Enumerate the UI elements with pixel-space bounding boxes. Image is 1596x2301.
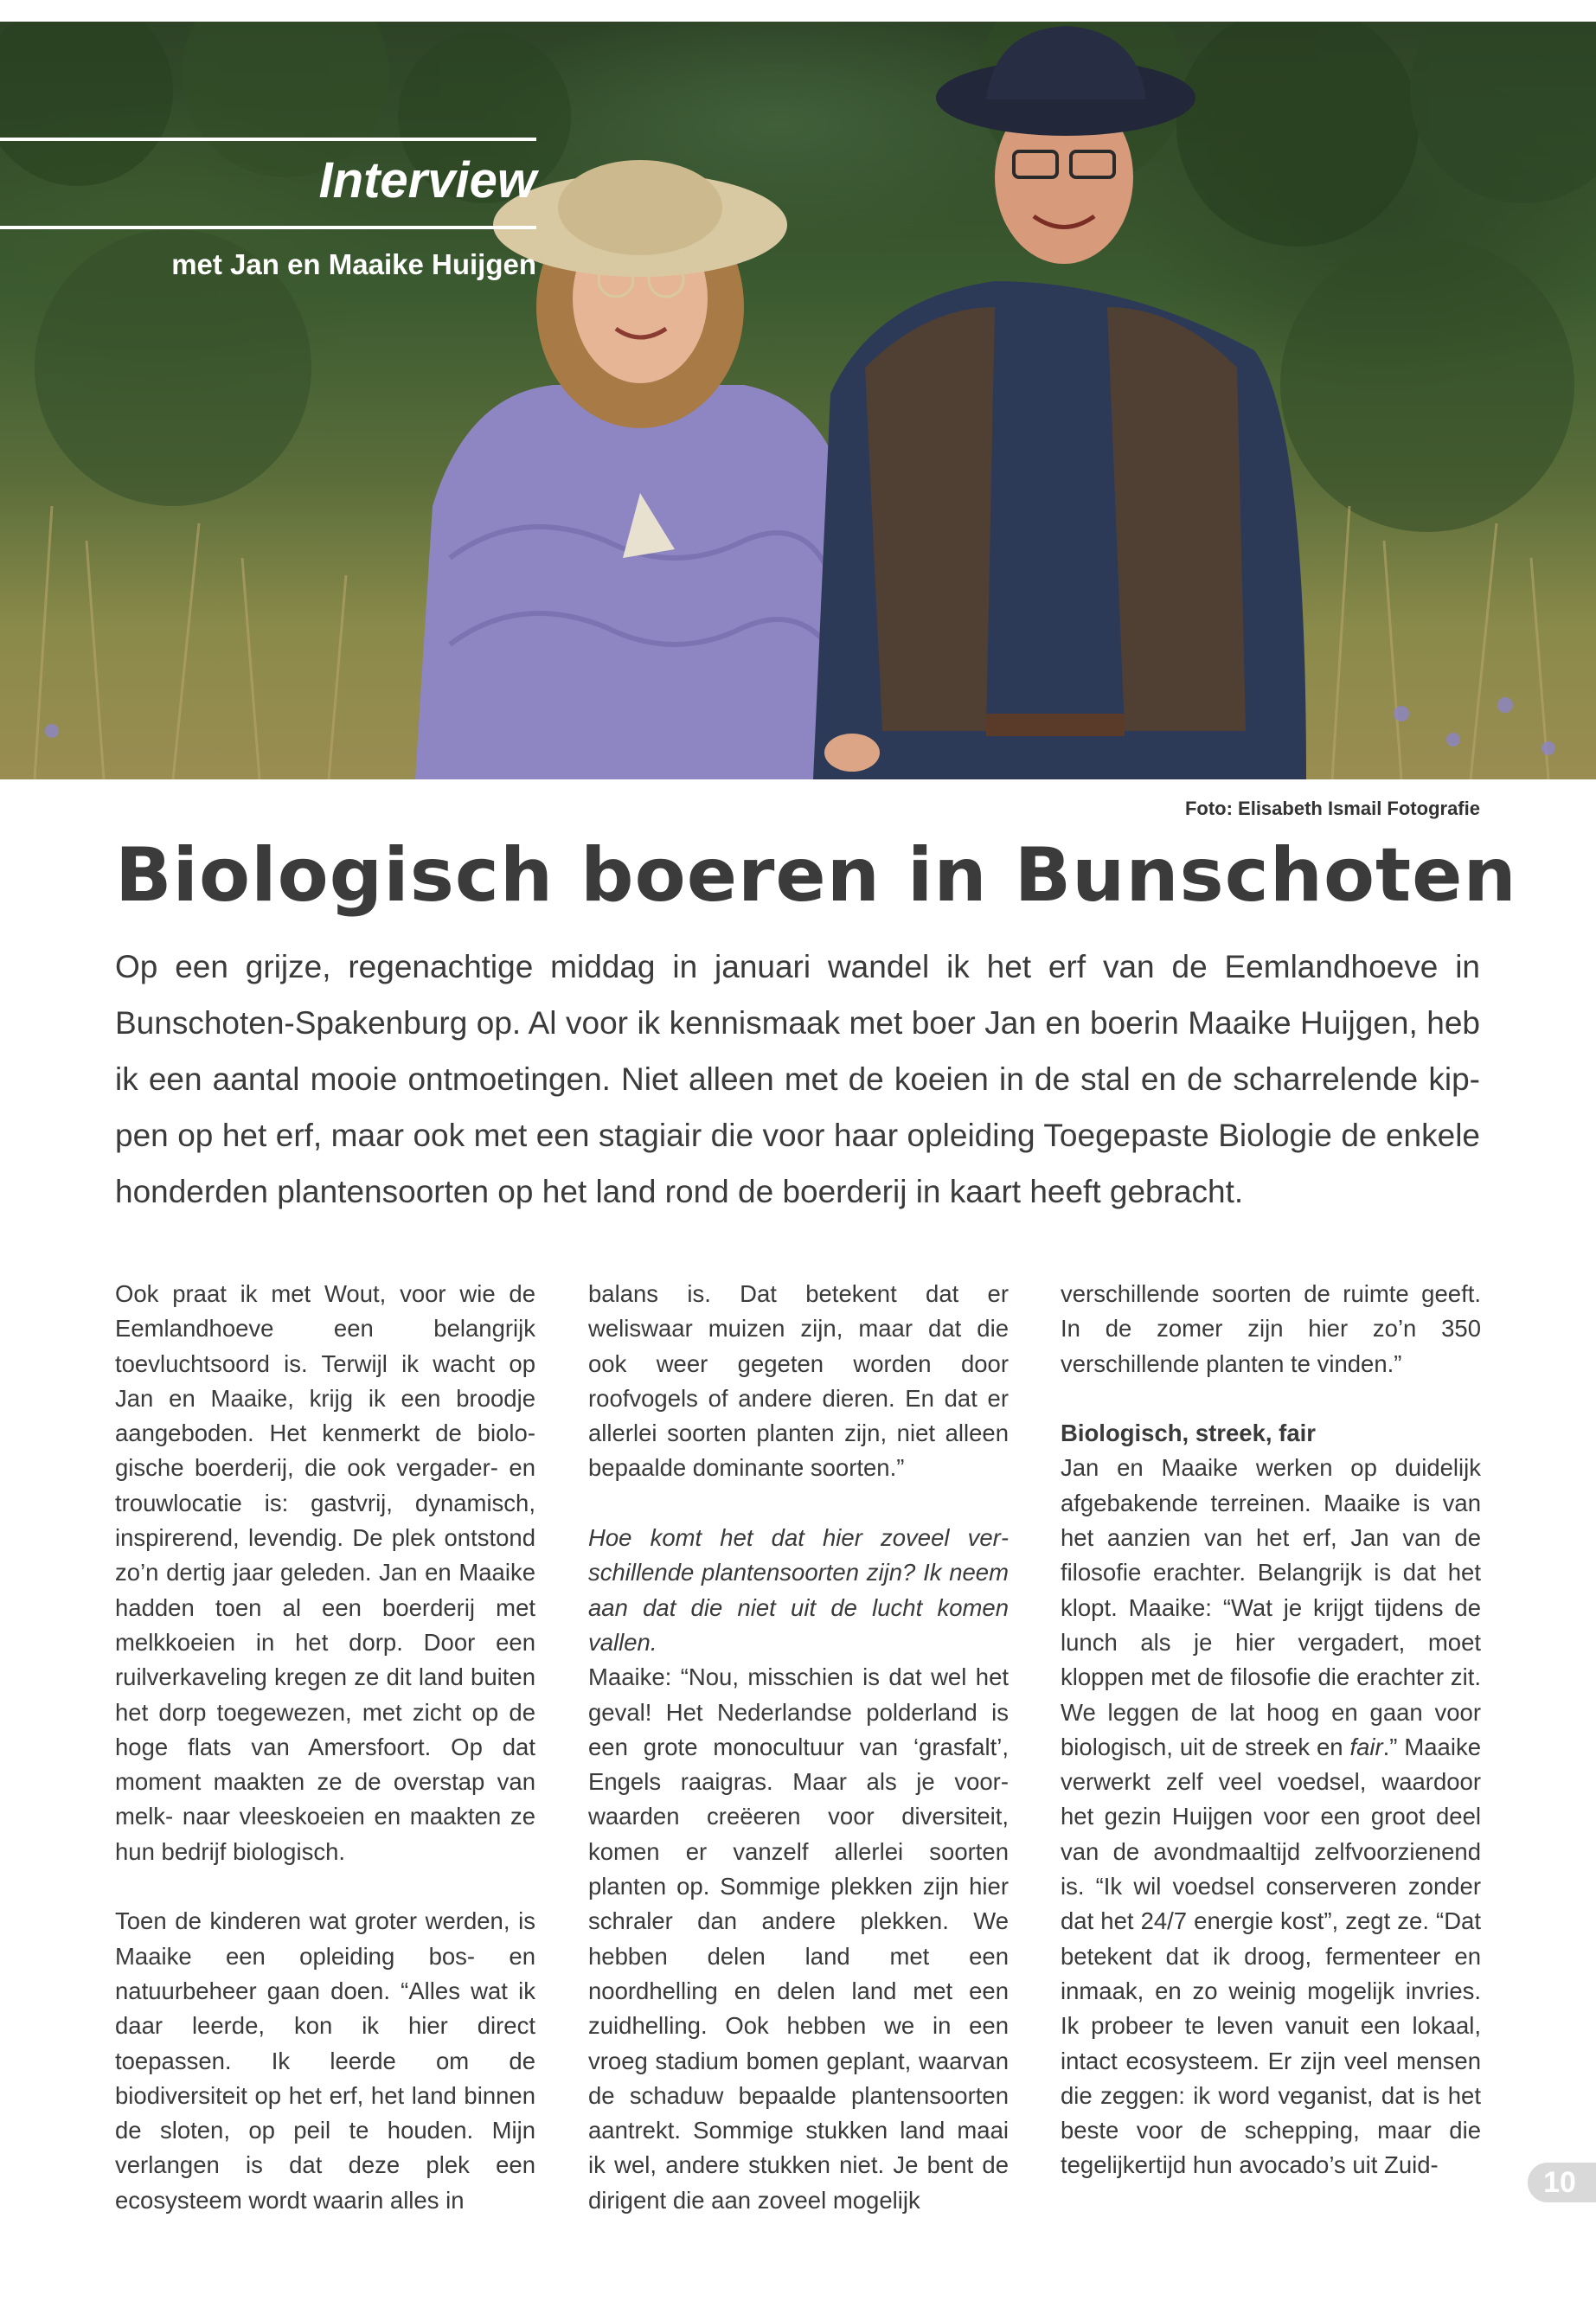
section-subtitle: met Jan en Maaike Huijgen	[171, 248, 536, 280]
article-column-3	[1061, 1277, 1481, 2183]
article-lead: Op een grijze, regenachtige middag in januari wandel ik het erf van de Eemlandhoeve in Bunschoten-Spakenburg op. Al voor ik kennismaak met boer Jan en boerin Maaike Huijgen, heb ik een aantal mooie ontmoetingen. Niet alleen met de koeien in de stal en de scharrelende kippen op het erf, maar ook met een stagiair die voor haar opleiding Toegepaste Biologie de enkele honderden plantensoorten op het land rond de boerderij in kaart heeft gebracht.	[115, 949, 1480, 1209]
page-number: 10	[1528, 2163, 1596, 2202]
paragraph: Jan en Maaike werken op duidelijk afgebakende terreinen. Maaike is van het aanzien van het erf, Jan van de filosofie erachter. Belangrijk is dat het klopt. Maaike: “Wat je krijgt tijdens de lunch als je hier vergadert, moet kloppen met de filosofie die erachter zit. We leggen de lat hoog en gaan voor biologisch, uit de streek en fair.” Maaike verwerkt zelf veel voedsel, waardoor het gezin Huijgen voor een groot deel van de avondmaaltijd zelfvoorzienend is. “Ik wil voedsel conserveren zonder dat het 24/7 energie kost”, zegt ze. “Dat betekent dat ik droog, fermenteer en inmaak, en zo weinig mogelijk invries. Ik probeer te leven vanuit een lokaal, intact ecosysteem. Er zijn veel mensen die zeggen: ik word veganist, dat is het beste voor de schepping, maar die tegelijkertijd hun avocado’s uit Zuid-	[1061, 1454, 1482, 2179]
paragraph: Toen de kinderen wat groter werden, is Maaike een opleiding bos- en natuurbeheer gaan doen. “Alles wat ik daar leerde, kon ik hier direct toepassen. Ik leerde om de biodiversiteit op het erf, het land binnen de sloten, op peil te houden. Mijn verlangen is dat deze plek een ecosysteem wordt waarin alles in	[115, 1907, 535, 2214]
subheading: Biologisch, streek, fair	[1061, 1420, 1316, 1447]
couple-illustration	[0, 22, 1596, 779]
emphasis-fair: fair	[1349, 1733, 1383, 1760]
article-column-2	[588, 1277, 1009, 2218]
hero-photo	[0, 22, 1596, 779]
paragraph: Maaike: “Nou, misschien is dat wel het geval! Het Nederlandse polderland is een grote monocultuur van ‘grasfalt’, Engels raaigras. Maar als je voorwaarden creëeren voor diversiteit, komen er vanzelf allerlei soorten planten op. Sommige plekken zijn hier schraler dan andere plekken. We hebben delen land met een noordhelling en delen land met een zuidhelling. Ook hebben we in een vroeg stadium bomen geplant, waarvan de schaduw bepaalde plantensoorten aantrekt. Sommige stukken land maai ik wel, andere stukken niet. Je bent de dirigent die aan zoveel mogelijk	[588, 1663, 1009, 2214]
photo-credit: Foto: Elisabeth Ismail Fotografie	[1184, 798, 1480, 819]
paragraph: verschillende soorten de ruimte geeft. In de zomer zijn hier zo’n 350 verschillende planten te vinden.”	[1061, 1280, 1481, 1377]
section-label: Interview	[318, 152, 536, 208]
paragraph: Ook praat ik met Wout, voor wie de Eemlandhoeve een belangrijk toevluchtsoord is. Terwijl ik wacht op Jan en Maaike, krijg ik een broodje aangeboden. Het kenmerkt de biologische boerderij, die ook vergader- en trouwlocatie is: gastvrij, dynamisch, inspirerend, levendig. De plek ontstond zo’n dertig jaar geleden. Jan en Maaike hadden toen al een boerderij met melkkoeien in het dorp. Door een ruilverkaveling kregen ze dit land buiten het dorp toegewezen, met zicht op de hoge flats van Amersfoort. Op dat moment maakten ze de overstap van melk- naar vleeskoeien en maakten ze hun bedrijf biologisch.	[115, 1280, 535, 1865]
interview-rule-top	[0, 138, 536, 141]
article-title: Biologisch boeren in Bunschoten	[115, 832, 1517, 919]
paragraph: balans is. Dat betekent dat er weliswaar muizen zijn, maar dat die ook weer gegeten worden door roofvogels of andere dieren. En dat er allerlei soorten planten zijn, niet alleen bepaalde dominante soorten.”	[588, 1280, 1009, 1482]
interview-question: Hoe komt het dat hier zoveel verschillende plantensoorten zijn? Ik neem aan dat die niet uit de lucht komen vallen.	[588, 1524, 1009, 1656]
article-column-1	[115, 1277, 535, 2218]
interview-rule-bottom	[0, 226, 536, 229]
